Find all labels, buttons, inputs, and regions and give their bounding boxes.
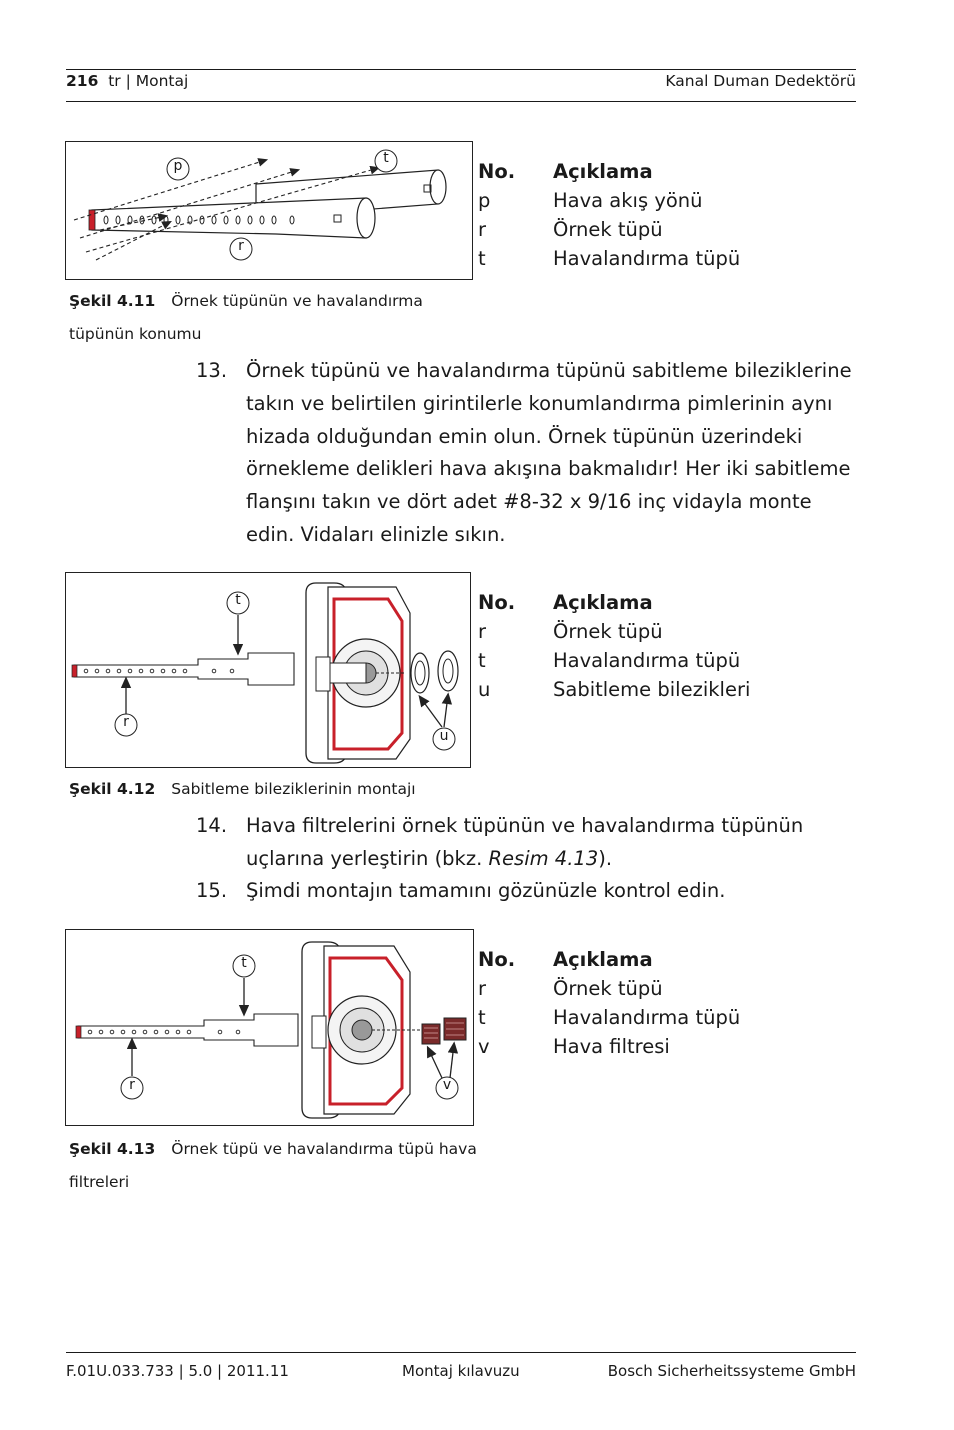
callout-u: u [439,728,449,744]
header-section: tr | Montaj [108,72,189,90]
legend-row: t Havalandırma tüpü [478,247,741,270]
legend-row: t Havalandırma tüpü [478,1006,741,1029]
figure-4-12-image [65,572,471,768]
callout-r: r [123,714,129,730]
caption-text: Sabitleme bileziklerinin montajı [171,780,416,798]
legend-row: v Hava filtresi [478,1035,670,1058]
caption-text: Örnek tüpü ve havalandırma tüpü hava filtreleri [69,1140,477,1191]
figure-4-12-caption [69,773,479,806]
legend-row: r Örnek tüpü [478,977,663,1000]
legend-header: No. Açıklama [478,948,653,971]
legend-row: u Sabitleme bilezikleri [478,678,751,701]
header-top-rule [66,69,856,70]
step-text: Örnek tüpünü ve havalandırma tüpünü sabitleme bileziklerine takın ve belirtilen girintilerle konumlandırma pimlerinin aynı hizada olduğundan emin olun. Örnek tüpünün üzerindeki örnekleme delikleri hava akışına bakmalıdır! Her iki sabitleme flanşını takın ve dört adet #8-32 x 9/16 inç vidayla monte edin. Vidaları elinizle sıkın. [246,359,852,546]
footer-company: Bosch Sicherheitssysteme GmbH [607,1362,856,1380]
figure-4-13-legend [478,945,740,1061]
figure-4-11-legend [478,157,740,273]
callout-t: t [383,150,389,166]
legend-row: r Örnek tüpü [478,620,663,643]
figure-4-13-caption [69,1133,479,1199]
caption-label: Şekil 4.12 [69,780,156,798]
legend-header: No. Açıklama [478,160,653,183]
header-bottom-rule [66,101,856,102]
figure-4-13-image [65,929,474,1126]
header-left [66,72,188,90]
callout-r: r [129,1077,135,1093]
callout-v: v [442,1077,452,1093]
header-product: Kanal Duman Dedektörü [665,72,856,90]
caption-label: Şekil 4.13 [69,1140,156,1158]
step-number: 14. [196,814,228,837]
figure-4-12-legend [478,588,750,704]
legend-header: No. Açıklama [478,591,653,614]
step-text: Şimdi montajın tamamını gözünüzle kontrol edin. [246,879,726,902]
step-number: 13. [196,359,228,382]
callout-t: t [235,592,241,608]
figure-reference: Resim 4.13 [488,846,599,870]
figure-4-11-image [65,141,473,280]
callout-r: r [238,238,244,254]
legend-row: r Örnek tüpü [478,218,663,241]
caption-text: Örnek tüpünün ve havalandırma tüpünün konumu [69,292,423,343]
step-number: 15. [196,879,228,902]
callout-t: t [241,955,247,971]
figure-4-11-caption [69,285,479,351]
footer-doc-type: Montaj kılavuzu [402,1362,520,1380]
step-text: Hava filtrelerini örnek tüpünün ve havalandırma tüpünün uçlarına yerleştirin (bkz. Resim 4.13). [246,814,804,870]
footer-doc-id: F.01U.033.733 | 5.0 | 2011.11 [66,1362,289,1380]
footer-rule [66,1352,856,1353]
legend-row: t Havalandırma tüpü [478,649,741,672]
callout-p: p [173,158,183,174]
legend-row: p Hava akış yönü [478,189,703,212]
page-number: 216 [66,72,99,90]
caption-label: Şekil 4.11 [69,292,156,310]
